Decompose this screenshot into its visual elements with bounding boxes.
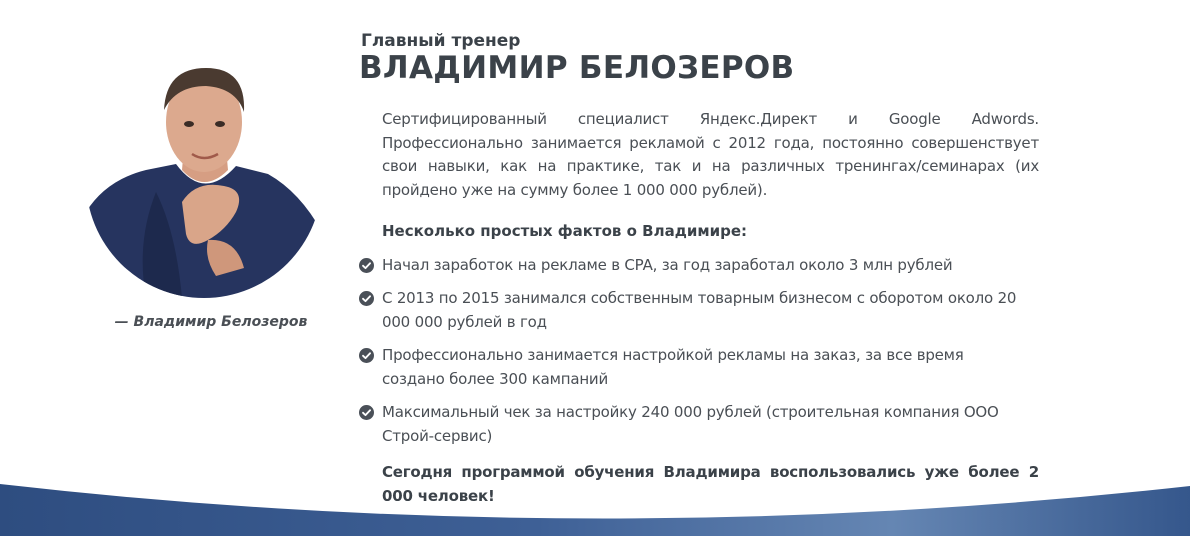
fact-text: Максимальный чек за настройку 240 000 рублей (строительная компания ООО Строй-сервис) — [382, 403, 999, 445]
fact-item — [382, 254, 1039, 278]
trainer-role: Главный тренер — [361, 31, 521, 51]
check-circle-icon — [359, 291, 374, 306]
fact-item — [382, 401, 1039, 448]
facts-list — [382, 254, 1039, 449]
check-circle-icon — [359, 405, 374, 420]
check-circle-icon — [359, 348, 374, 363]
fact-text: С 2013 по 2015 занимался собственным товарным бизнесом с оборотом около 20 000 000 рублей в год — [382, 289, 1017, 331]
fact-text: Профессионально занимается настройкой рекламы на заказ, за все время создано более 300 кампаний — [382, 346, 964, 388]
bio-intro: Сертифицированный специалист Яндекс.Директ и Google Adwords. Профессионально занимается рекламой с 2012 года, постоянно совершенствует свои навыки, как на практике, так и на различных тренингах/семинарах (их пройдено уже на сумму более 1 000 000 рублей). — [382, 110, 1039, 199]
fact-text: Начал заработок на рекламе в CPA, за год заработал около 3 млн рублей — [382, 255, 953, 274]
trainer-name: ВЛАДИМИР БЕЛОЗЕРОВ — [359, 50, 795, 86]
fact-item — [382, 287, 1039, 334]
trainer-photo — [86, 62, 322, 298]
check-circle-icon — [359, 258, 374, 273]
bio-content — [382, 108, 1039, 508]
fact-item — [382, 344, 1039, 391]
photo-caption: — Владимир Белозеров — [114, 314, 308, 330]
facts-heading: Несколько простых фактов о Владимире: — [382, 222, 748, 240]
closing-statement: Сегодня программой обучения Владимира воспользовались уже более 2 000 человек! — [382, 463, 1039, 505]
